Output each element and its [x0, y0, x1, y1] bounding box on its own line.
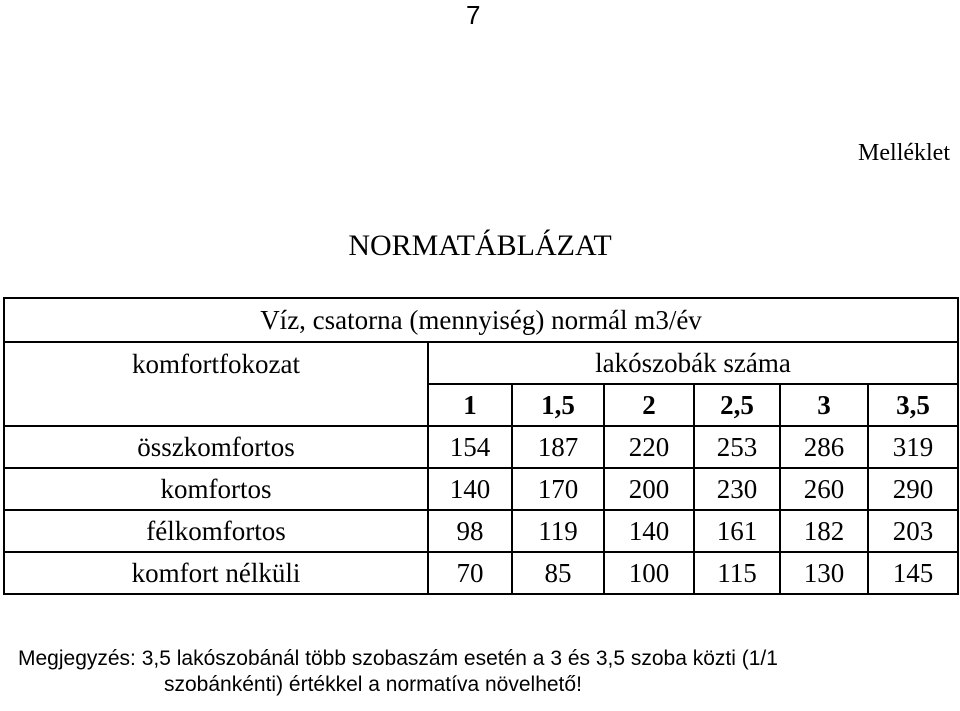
- column-header: 3: [780, 384, 868, 426]
- column-header: 1,5: [512, 384, 604, 426]
- table-cell: 140: [604, 510, 694, 552]
- column-header: 2,5: [694, 384, 780, 426]
- column-header: 3,5: [868, 384, 958, 426]
- table-cell: 200: [604, 468, 694, 510]
- table-cell: 98: [428, 510, 512, 552]
- table-cell: 170: [512, 468, 604, 510]
- empty-header-cell: [4, 384, 428, 426]
- column-group-header: lakószobák száma: [428, 342, 958, 384]
- table-cell: 70: [428, 552, 512, 594]
- table-cell: 154: [428, 426, 512, 468]
- row-label: összkomfortos: [4, 426, 428, 468]
- table-caption-row: [4, 298, 958, 342]
- norm-table: [3, 297, 959, 595]
- table-cell: 253: [694, 426, 780, 468]
- table-cell: 100: [604, 552, 694, 594]
- table-row: [4, 552, 958, 594]
- row-label: félkomfortos: [4, 510, 428, 552]
- table-cell: 119: [512, 510, 604, 552]
- table-cell: 260: [780, 468, 868, 510]
- table-cell: 130: [780, 552, 868, 594]
- footnote-line-2: szobánkénti) értékkel a normatíva növelhető!: [164, 673, 582, 696]
- row-label: komfort nélküli: [4, 552, 428, 594]
- row-header-cell: komfortfokozat: [4, 342, 428, 384]
- table-cell: 230: [694, 468, 780, 510]
- table-cell: 187: [512, 426, 604, 468]
- table-header-row: [4, 342, 958, 384]
- table-cell: 182: [780, 510, 868, 552]
- table-cell: 85: [512, 552, 604, 594]
- table-cell: 140: [428, 468, 512, 510]
- footnote: [18, 646, 950, 698]
- row-label: komfortos: [4, 468, 428, 510]
- table-columns-row: [4, 384, 958, 426]
- document-title: NORMATÁBLÁZAT: [348, 229, 612, 262]
- table-cell: 203: [868, 510, 958, 552]
- table-cell: 220: [604, 426, 694, 468]
- table-caption: Víz, csatorna (mennyiség) normál m3/év: [4, 298, 958, 342]
- column-header: 1: [428, 384, 512, 426]
- table-row: [4, 426, 958, 468]
- table-row: [4, 468, 958, 510]
- table-row: [4, 510, 958, 552]
- table-cell: 115: [694, 552, 780, 594]
- table-cell: 161: [694, 510, 780, 552]
- annex-label: Melléklet: [858, 140, 950, 166]
- page-number: 7: [466, 0, 481, 30]
- table-cell: 319: [868, 426, 958, 468]
- footnote-line-1: Megjegyzés: 3,5 lakószobánál több szobaszám esetén a 3 és 3,5 szoba közti (1/1: [18, 647, 778, 670]
- table-cell: 286: [780, 426, 868, 468]
- table-cell: 290: [868, 468, 958, 510]
- column-header: 2: [604, 384, 694, 426]
- table-cell: 145: [868, 552, 958, 594]
